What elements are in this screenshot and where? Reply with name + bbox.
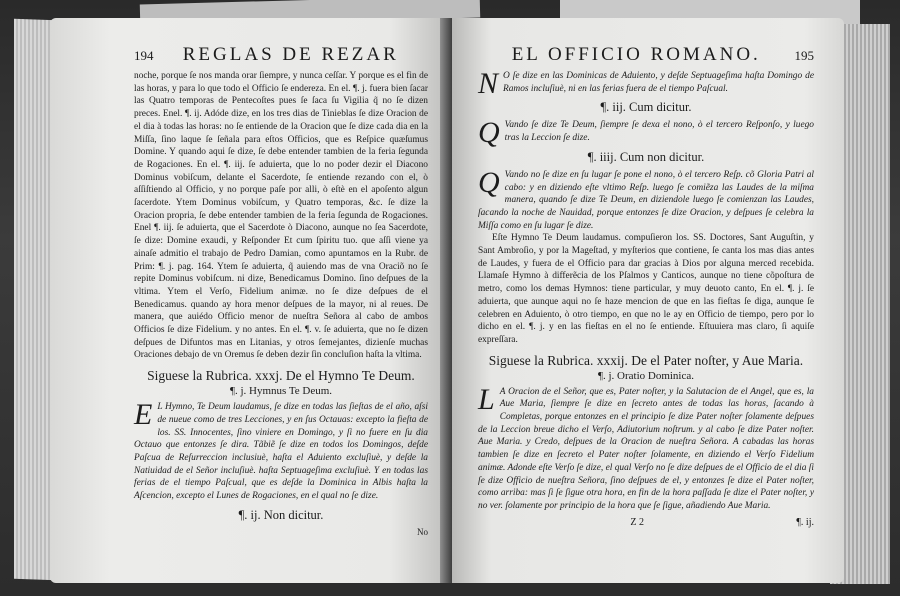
body-paragraph: O ſe dize en las Dominicas de Aduiento, y deſde Septuageſima haſta Domingo de Ramos incluſiuè, ni en las ferias fuera de el tiempo Paſcual. (503, 71, 814, 94)
catchword: No (417, 526, 428, 537)
running-head: EL OFFICIO ROMANO. (511, 44, 761, 65)
section-heading: ¶. ij. Non dicitur. (238, 507, 324, 522)
body-paragraph: A Oracion de el Señor, que es, Pater noſter, y la Salutacion de el Angel, que es, la Aue Maria, ſiempre ſe dize en ſecreto antes de todas las horas, ſacando à Completas, porque entonzes en el principio ſe dize Pater noſter ſolamente deſpues de la Leccion breue dicho el Verſo, Adiutorium noſtrum. y al cabo ſe dize Pater noſter. Aue Maria. y Credo, deſpues de la Oracion de nueſtra Señora. A cabadas las horas tambien ſe dize en ſecreto el Pater noſter ſolamente, en diziendo el Verſo Fidelium animæ. Adonde eſte Verſo ſe dize, el qual Verſo no ſe dize deſpues de el Officio de el dia ſi ſe dize Officio de nueſtra Señora, ſino deſpues de el, y entonzes ſe dize el Pater noſter, como arriba: mas ſi ſe ſigue otra hora, en fin de la hora paſſada ſe dize el Pater noſter, y no ver. ſolamente por principio de la hora que ſe ſigue, añadiendo Aue Maria. (478, 386, 814, 511)
rubric-heading: Siguese la Rubrica. xxxj. De el Hymno Te Deum. (147, 368, 415, 384)
rubric-subheading: ¶. j. Oratio Dominica. (597, 369, 695, 382)
right-page (452, 18, 844, 583)
rubric-subheading: ¶. j. Hymnus Te Deum. (229, 385, 333, 398)
signature-mark: Z 2 (630, 516, 644, 528)
page-number: 195 (794, 48, 814, 63)
section-heading: ¶. iiij. Cum non dicitur. (587, 149, 705, 164)
page-number: 194 (134, 48, 154, 63)
body-paragraph: Vando no ſe dize en ſu lugar ſe pone el nono, ò el tercero Reſp. cõ Gloria Patri al cabo: y en diziendo eſte vltimo Reſp. luego ſe comiẽza las Laudes de la miſma manera, quando ſe dize Te Deum, en diziendole luego ſe comienzan las Laudes, ſacando la noche de Nauidad, porque entonzes ſe dize Oracion, y deſpues ſe celebra la Miſſa como en ſu lugar ſe dize. (478, 169, 814, 231)
section-heading: ¶. iij. Cum dicitur. (600, 100, 692, 115)
rubric-heading: Siguese la Rubrica. xxxij. De el Pater noſter, y Aue Maria. (488, 352, 804, 368)
drop-cap: L (478, 382, 495, 416)
drop-cap: E (134, 398, 153, 432)
running-head: REGLAS DE REZAR (182, 44, 399, 65)
catchword: ¶. ij. (796, 516, 814, 528)
page-footer (478, 517, 814, 528)
right-page-header (478, 44, 814, 66)
left-page-header (134, 44, 428, 66)
body-paragraph: Eſte Hymno Te Deum laudamus. compuſieron los. SS. Doctores, Sant Auguſtin, y Sant Ambroſio, y por la Mageſtad, y myſterios que contiene, ſe canta los mas dias antes de Laudes, y fuera de el Officio para dar gracias à Dios por alguna merced recebida. Llamaſe Hymno à differẽcia de los Pſalmos y Canticos, aunque no tiene cõpoſtura de metro, como los demas Hymnos: tiene particular, y muy deuoto canto, En el. ¶. j. ſe aduierta, que aunque aqui no ſe haze mencion de que en las fieſtas ſe diga, aunque ſe celebren en Aduiento, ò otro tiempo, en que no le ay en Officio de tiempo, pero por lo dicho en el. ¶. j. y en las fieſtas en el no ſe entiende. Eſtuuiera mas claro, ſi aquiſe expreſſara. (478, 233, 814, 345)
drop-cap: N (478, 67, 499, 100)
drop-cap: Q (478, 165, 500, 199)
body-paragraph: L Hymno, Te Deum laudamus, ſe dize en todas las ſieſtas de el año, aſsi de nueue como de tres Lecciones, y en ſus Octauas: excepto la fieſta de los. SS. Innocentes, ſino viniere en Domingo, y ſi no fuere en ſu dia Octauo que entonzes ſe dira. Tãbiẽ ſe dize en todos los Domingos, deſde Paſcua de Reſurreccion inclusiuè, haſta el Aduiento excluſiuè, y deſde la Natiuidad de el Señor incluſiuè. haſta Septuageſima excluſiuè. Y en todas las ferias de el tiempo Paſcual, que es deſde la Dominica in Albis haſta la Aſcencion, excepto el Lunes de Rogaciones, en el qual no ſe dize. (134, 402, 428, 502)
left-page (50, 18, 450, 583)
body-paragraph: noche, porque ſe nos manda orar ſiempre, y nunca ceſſar. Y porque es el fin de las horas, y para lo que todo el Officio ſe endereza. En el. ¶. j. fuera bien ſacar las Quatro temporas de Pentecoſtes pues ſe ſaca ſu Vigilia q̃ no ſe dizen preces. Enel. ¶. ij. Adóde dize, en los tres dias de Tinieblas ſe dize Oracion de el dia à todas las horas: no ſe entiende de la Oracion que ſe dize cada dia en la Miſſa, ſino laque ſe ſeñala para eſtos Officios, que es Reſpice quæſumus Domine. Y quando aqui ſe dize, ſe debe entender tambien de la feria ſegunda de Rogaciones. En el. ¶. iij. ſe aduierta, que lo no poder dezir el Diacono Dominus vobiſcum, delante el Sacerdote, ſe entiende rezando con el, ò aſſiſtiendo al Officio, y no porque paſe por alli, ò eſtè en el apoſento algun ſacerdote. Ytem Dominus vobiſcum, y Quatro temporas, &c. ſe dize la Oracion propria, ſe debe entender tambien de la feria ſegunda de Rogaciones. Enel ¶. iij. ſe aduierta, que el Sacerdote ò Diacono, aunque no ſea Sacerdote, ſe dize: Domine exaudi, y Reſponder Et cum ſpiritu tuo. que aſſi viene ya ainaſe admitio el trabajo de Pedro Damian, como apuntamos en la Rubr. de Prim: ¶. j. pag. 164. Ytem ſe aduierta, q̃ auiendo mas de vna Oraciõ no ſe repite Dominus vobiſcum. ni dize, Benedicamus Domino. ſino deſpues de la vltima. Ytem el Verſo, Fidelium animæ. no ſe dize deſpues de el Benedicamus. quando ay hora menor deſpues de la mayor, ni al reues. De manera, que auiédo Officio menor de nueſtra Señora al cabo de ambos Officios ſe dize Fidelium. y no antes. En el. ¶. v. ſe aduierta, que no ſe dizen deſpues de Difuntos mas en Litanias, y otros ſemejantes, dizienſe muchas Oraciones debajo de vn Oremus ſe deben dezir ſin concluſion haſta la vltima. (134, 71, 428, 361)
drop-cap: Q (478, 116, 500, 150)
body-paragraph: Vando ſe dize Te Deum, ſiempre ſe dexa el nono, ò el tercero Reſponſo, y luego tras la Leccion ſe dize. (504, 120, 814, 144)
